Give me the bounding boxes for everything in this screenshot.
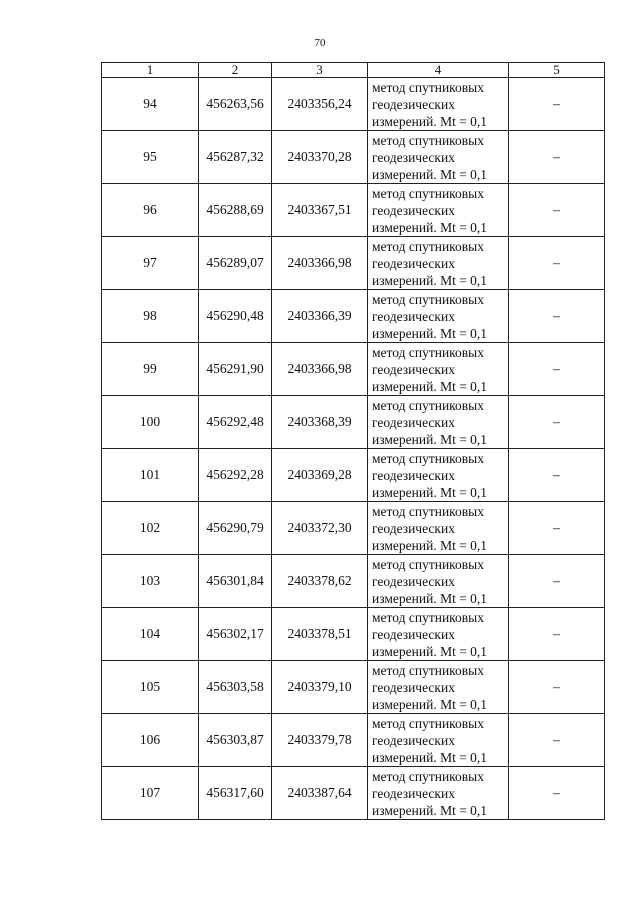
method-cell: [368, 237, 509, 290]
y-coordinate-cell: 2403356,24: [272, 78, 368, 131]
method-line: геодезических: [372, 520, 455, 536]
column-5-cell: –: [509, 714, 605, 767]
method-line: геодезических: [372, 202, 455, 218]
point-number-cell: 97: [102, 237, 199, 290]
column-5-cell: –: [509, 502, 605, 555]
method-line: геодезических: [372, 96, 455, 112]
table-header-row: [102, 63, 605, 78]
table-row: [102, 78, 605, 131]
method-line: геодезических: [372, 785, 455, 801]
table-row: [102, 237, 605, 290]
x-coordinate-cell: 456291,90: [199, 343, 272, 396]
table-row: [102, 449, 605, 502]
method-line: измерений. Mt = 0,1: [372, 113, 488, 129]
column-5-cell: –: [509, 131, 605, 184]
table-row: [102, 131, 605, 184]
y-coordinate-cell: 2403366,98: [272, 237, 368, 290]
column-5-cell: –: [509, 396, 605, 449]
point-number-cell: 98: [102, 290, 199, 343]
x-coordinate-cell: 456303,87: [199, 714, 272, 767]
column-5-cell: –: [509, 608, 605, 661]
method-line: метод спутниковых: [372, 344, 484, 360]
header-col-5: 5: [509, 63, 605, 78]
point-number-cell: 96: [102, 184, 199, 237]
method-line: геодезических: [372, 414, 455, 430]
method-line: метод спутниковых: [372, 662, 484, 678]
y-coordinate-cell: 2403367,51: [272, 184, 368, 237]
method-line: метод спутниковых: [372, 185, 484, 201]
point-number-cell: 107: [102, 767, 199, 820]
y-coordinate-cell: 2403366,39: [272, 290, 368, 343]
table-row: [102, 714, 605, 767]
method-line: измерений. Mt = 0,1: [372, 590, 488, 606]
header-col-3: 3: [272, 63, 368, 78]
method-cell: [368, 131, 509, 184]
method-line: метод спутниковых: [372, 79, 484, 95]
y-coordinate-cell: 2403369,28: [272, 449, 368, 502]
x-coordinate-cell: 456292,28: [199, 449, 272, 502]
column-5-cell: –: [509, 555, 605, 608]
column-5-cell: –: [509, 449, 605, 502]
y-coordinate-cell: 2403379,78: [272, 714, 368, 767]
x-coordinate-cell: 456303,58: [199, 661, 272, 714]
y-coordinate-cell: 2403379,10: [272, 661, 368, 714]
y-coordinate-cell: 2403378,51: [272, 608, 368, 661]
method-line: измерений. Mt = 0,1: [372, 272, 488, 288]
method-line: метод спутниковых: [372, 450, 484, 466]
header-col-4: 4: [368, 63, 509, 78]
method-line: метод спутниковых: [372, 715, 484, 731]
table-row: [102, 396, 605, 449]
method-line: измерений. Mt = 0,1: [372, 219, 488, 235]
table-row: [102, 661, 605, 714]
method-line: геодезических: [372, 149, 455, 165]
method-cell: [368, 184, 509, 237]
method-line: геодезических: [372, 308, 455, 324]
method-line: метод спутниковых: [372, 397, 484, 413]
point-number-cell: 106: [102, 714, 199, 767]
table-row: [102, 767, 605, 820]
table-row: [102, 555, 605, 608]
y-coordinate-cell: 2403378,62: [272, 555, 368, 608]
x-coordinate-cell: 456287,32: [199, 131, 272, 184]
x-coordinate-cell: 456289,07: [199, 237, 272, 290]
method-cell: [368, 608, 509, 661]
method-line: геодезических: [372, 679, 455, 695]
method-line: измерений. Mt = 0,1: [372, 431, 488, 447]
method-cell: [368, 767, 509, 820]
point-number-cell: 94: [102, 78, 199, 131]
x-coordinate-cell: 456263,56: [199, 78, 272, 131]
method-line: метод спутниковых: [372, 291, 484, 307]
column-5-cell: –: [509, 184, 605, 237]
point-number-cell: 104: [102, 608, 199, 661]
column-5-cell: –: [509, 343, 605, 396]
header-col-1: 1: [102, 63, 199, 78]
y-coordinate-cell: 2403368,39: [272, 396, 368, 449]
method-line: метод спутниковых: [372, 556, 484, 572]
y-coordinate-cell: 2403372,30: [272, 502, 368, 555]
table-row: [102, 184, 605, 237]
method-line: метод спутниковых: [372, 768, 484, 784]
point-number-cell: 105: [102, 661, 199, 714]
method-line: метод спутниковых: [372, 609, 484, 625]
method-line: геодезических: [372, 626, 455, 642]
method-cell: [368, 555, 509, 608]
method-line: геодезических: [372, 361, 455, 377]
x-coordinate-cell: 456290,48: [199, 290, 272, 343]
header-col-2: 2: [199, 63, 272, 78]
method-cell: [368, 290, 509, 343]
method-line: измерений. Mt = 0,1: [372, 166, 488, 182]
point-number-cell: 102: [102, 502, 199, 555]
method-cell: [368, 661, 509, 714]
method-line: метод спутниковых: [372, 238, 484, 254]
method-cell: [368, 78, 509, 131]
method-line: измерений. Mt = 0,1: [372, 749, 488, 765]
y-coordinate-cell: 2403366,98: [272, 343, 368, 396]
table-row: [102, 608, 605, 661]
method-line: геодезических: [372, 732, 455, 748]
x-coordinate-cell: 456292,48: [199, 396, 272, 449]
point-number-cell: 99: [102, 343, 199, 396]
method-line: геодезических: [372, 573, 455, 589]
point-number-cell: 100: [102, 396, 199, 449]
method-line: измерений. Mt = 0,1: [372, 643, 488, 659]
x-coordinate-cell: 456317,60: [199, 767, 272, 820]
method-cell: [368, 714, 509, 767]
method-cell: [368, 502, 509, 555]
table-body: [102, 78, 605, 820]
point-number-cell: 103: [102, 555, 199, 608]
y-coordinate-cell: 2403370,28: [272, 131, 368, 184]
point-number-cell: 95: [102, 131, 199, 184]
column-5-cell: –: [509, 237, 605, 290]
x-coordinate-cell: 456302,17: [199, 608, 272, 661]
method-line: геодезических: [372, 467, 455, 483]
method-line: измерений. Mt = 0,1: [372, 802, 488, 818]
method-line: измерений. Mt = 0,1: [372, 378, 488, 394]
method-cell: [368, 343, 509, 396]
page-number: 70: [314, 37, 326, 49]
column-5-cell: –: [509, 661, 605, 714]
x-coordinate-cell: 456301,84: [199, 555, 272, 608]
method-cell: [368, 449, 509, 502]
method-line: метод спутниковых: [372, 503, 484, 519]
x-coordinate-cell: 456288,69: [199, 184, 272, 237]
method-line: измерений. Mt = 0,1: [372, 484, 488, 500]
coordinates-table: [101, 62, 605, 820]
method-cell: [368, 396, 509, 449]
table-row: [102, 290, 605, 343]
table-row: [102, 502, 605, 555]
method-line: измерений. Mt = 0,1: [372, 325, 488, 341]
method-line: измерений. Mt = 0,1: [372, 537, 488, 553]
table-row: [102, 343, 605, 396]
point-number-cell: 101: [102, 449, 199, 502]
x-coordinate-cell: 456290,79: [199, 502, 272, 555]
column-5-cell: –: [509, 290, 605, 343]
column-5-cell: –: [509, 767, 605, 820]
method-line: измерений. Mt = 0,1: [372, 696, 488, 712]
method-line: геодезических: [372, 255, 455, 271]
y-coordinate-cell: 2403387,64: [272, 767, 368, 820]
column-5-cell: –: [509, 78, 605, 131]
method-line: метод спутниковых: [372, 132, 484, 148]
